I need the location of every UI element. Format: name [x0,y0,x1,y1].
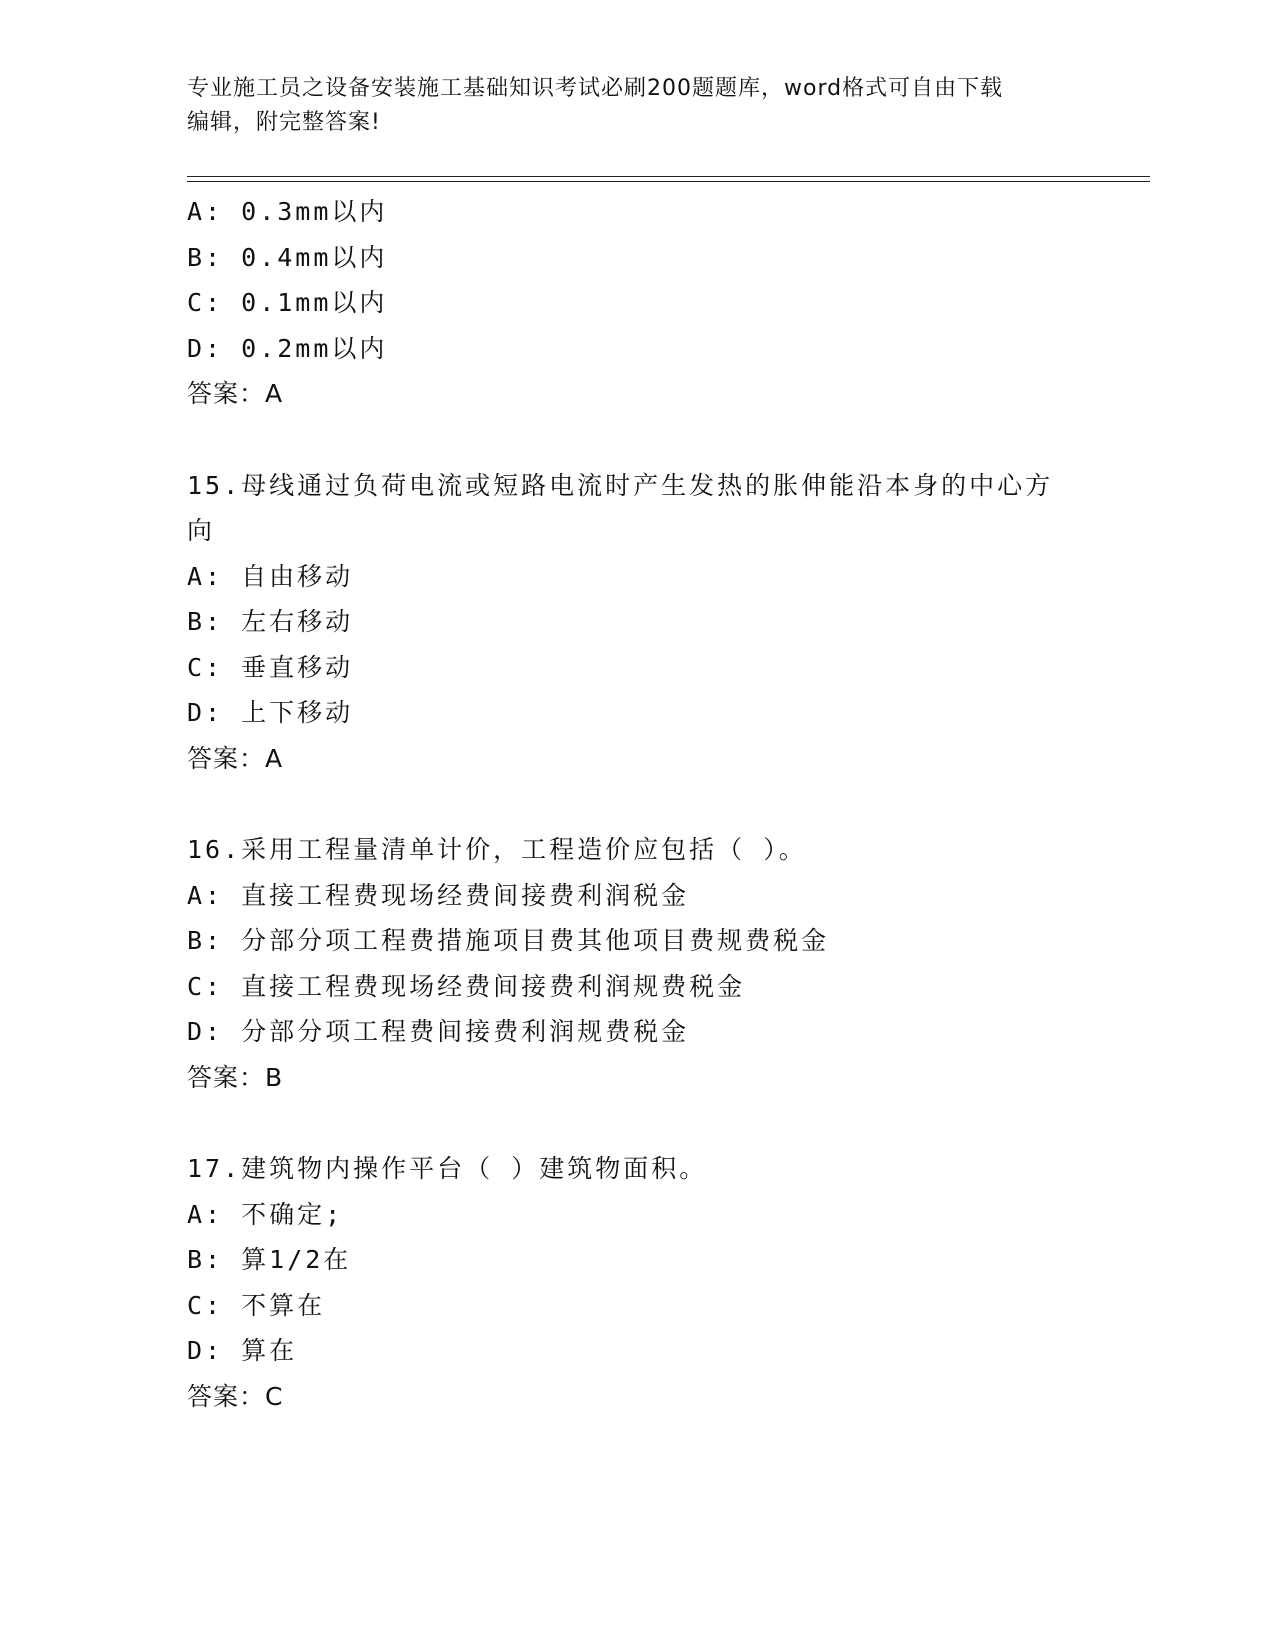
answer-line: 答案：B [187,1062,284,1092]
header-line-1: 专业施工员之设备安装施工基础知识考试必刷200题题库，word格式可自由下载 [187,76,1004,101]
header-line-2: 编辑，附完整答案! [187,110,381,135]
question-block-16 [187,827,1087,1100]
question-list [187,189,1087,1419]
option-c: C: 不算在 [187,1290,326,1320]
option-c: C: 垂直移动 [187,652,354,682]
option-a: A: 自由移动 [187,561,354,591]
option-a: A: 直接工程费现场经费间接费利润税金 [187,880,690,910]
option-c: C: 直接工程费现场经费间接费利润规费税金 [187,971,746,1001]
question-block-17 [187,1146,1087,1419]
question-text: 16.采用工程量清单计价，工程造价应包括（ ）。 [187,835,807,864]
answer-line: 答案：C [187,1381,284,1411]
document-header [187,72,1067,140]
spacer [187,1100,1087,1146]
question-text: 17.建筑物内操作平台（ ）建筑物面积。 [187,1154,708,1183]
question-text-line-2: 向 [187,516,216,545]
answer-line: 答案：A [187,379,284,408]
option-c: C: 0.1mm以内 [187,288,388,317]
question-block-14 [187,189,1087,417]
header-divider-top [187,176,1150,177]
option-d: D: 分部分项工程费间接费利润规费税金 [187,1017,690,1046]
option-b: B: 分部分项工程费措施项目费其他项目费规费税金 [187,926,830,955]
option-a: A: 不确定; [187,1199,344,1229]
question-block-15 [187,463,1087,782]
option-d: D: 算在 [187,1336,298,1365]
spacer [187,417,1087,463]
option-b: B: 算1/2在 [187,1245,352,1274]
header-divider-bottom [187,181,1150,182]
spacer [187,781,1087,827]
option-a: A: 0.3mm以内 [187,197,388,226]
answer-line: 答案：A [187,743,284,773]
option-b: B: 左右移动 [187,607,354,636]
option-b: B: 0.4mm以内 [187,242,388,272]
question-text-line-1: 15.母线通过负荷电流或短路电流时产生发热的胀伸能沿本身的中心方 [187,470,1054,500]
option-d: D: 上下移动 [187,698,354,727]
option-d: D: 0.2mm以内 [187,333,388,363]
